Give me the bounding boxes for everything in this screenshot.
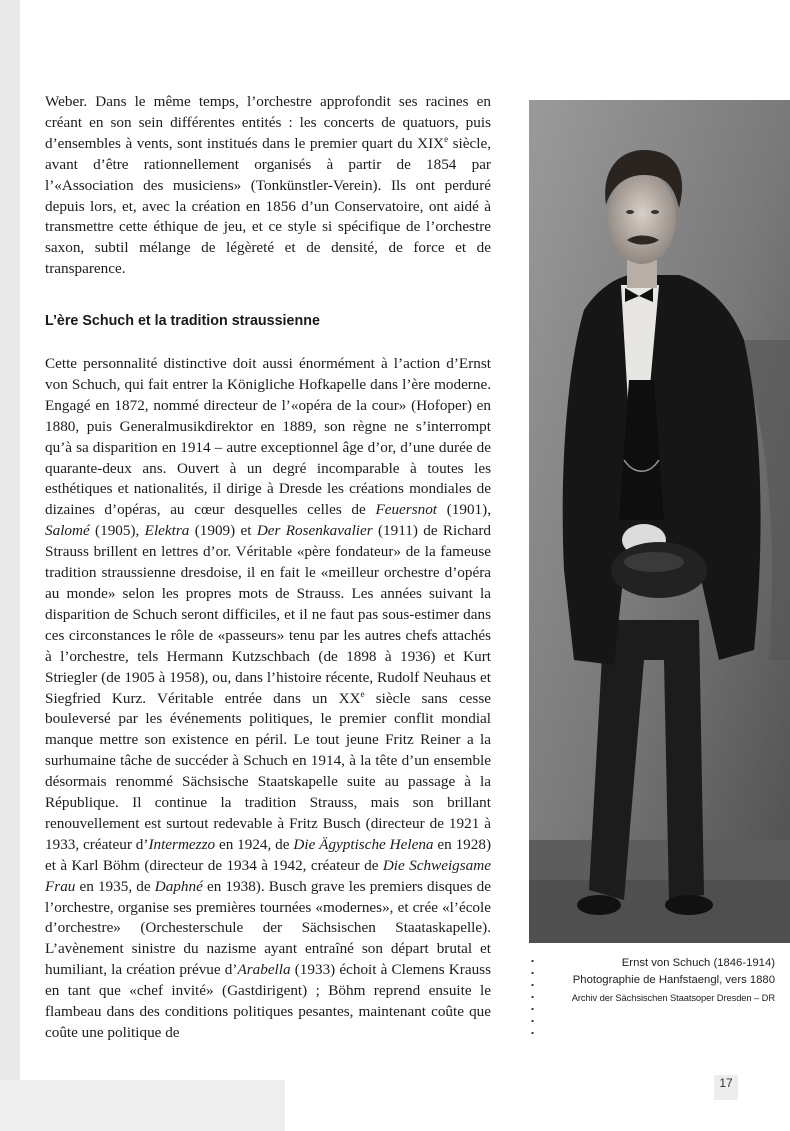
text-run: (1909) et xyxy=(189,522,257,540)
text-run: en 1935, de xyxy=(75,877,155,895)
intro-paragraph xyxy=(45,92,491,280)
page-number: 17 xyxy=(719,1076,733,1090)
photo-caption xyxy=(525,955,775,1006)
text-run: en 1928) et à Karl Böhm (directeur de 1934 à 1942, créateur de xyxy=(45,835,491,874)
text-run: (1933) échoit à Clemens Krauss en tant que «chef invité» (Gastdirigent) ; Böhm reprend ensuite le flambeau dans des conditions politiques pesantes, maintenant coûte que coûte une politique de xyxy=(45,961,491,1041)
italic-title: Feuersnot xyxy=(375,501,438,519)
italic-title: Arabella xyxy=(237,961,291,979)
italic-title: Der Rosenkavalier xyxy=(256,522,373,540)
text-run: (1911) de Richard Strauss brillent en lettres d’or. Véritable «père fondateur» de la fameuse tradition straussienne dresdoise, il en fait le «meilleur orchestre d’opéra au monde» selon les propres mots de Strauss. Les années suivant la disparition de Schuch seront difficiles, et il ne faut pas sous-estimer dans ces circonstances le rôle de «passeurs» tenu par les autres chefs attachés à l’orchestre, tels Hermann Kutzschbach (de 1898 à 1936) et Kurt Striegler (de 1905 à 1958), ou, dans l’histoire récente, Rudolf Neuhaus et Siegfried Kurz. Véritable entrée dans un XX xyxy=(45,522,491,707)
left-margin-band xyxy=(0,0,20,1131)
italic-title: Elektra xyxy=(144,522,190,540)
main-paragraph xyxy=(45,354,491,1044)
intro-paragraph-text xyxy=(45,92,491,280)
text-run: en 1938). Busch grave les premiers disques de l’orchestre, organise ses premières tournées «modernes», et crée «l’école d’orchestre» (Orchesterschule der Sächsischen Staataskapelle). L’avènement sinistre du nazisme ayant entraîné son départ brutal et humiliant, la création prévue d’ xyxy=(45,877,492,979)
text-run: Weber. Dans le même temps, l’orchestre approfondit ses racines en créant en son sein différentes entités : les concerts de quatuors, puis d’ensembles à vents, sont institués dans le premier quart du XIX xyxy=(45,93,491,152)
portrait-illustration xyxy=(529,100,790,943)
text-run: en 1924, de xyxy=(215,835,294,853)
section-heading: L’ère Schuch et la tradition straussienne xyxy=(45,313,320,329)
superscript: e xyxy=(444,133,449,144)
italic-title: Salomé xyxy=(45,522,90,540)
caption-title: Ernst von Schuch (1846-1914) xyxy=(621,957,775,969)
italic-title: Die Ägyptische Helena xyxy=(293,835,434,853)
italic-title: Daphné xyxy=(154,877,203,895)
bottom-footer-band xyxy=(0,1080,285,1131)
superscript: e xyxy=(360,688,365,699)
text-run: (1901), xyxy=(437,501,491,519)
portrait-photo xyxy=(529,100,790,943)
text-run: (1905), xyxy=(89,522,145,540)
main-paragraph-text xyxy=(45,354,491,1044)
italic-title: Die Schweigsame Frau xyxy=(45,856,491,895)
italic-title: Intermezzo xyxy=(148,835,216,853)
text-run: siècle sans cesse bouleversé par les événements politiques, le premier conflit mondial manque mettre son existence en péril. Le tout jeune Fritz Reiner a la surhumaine tâche de succéder à Schuch en 1914, à la tête d’un ensemble désormais renommé Sächsische Staatskapelle suite au passage à la République. Il continue la tradition Strauss, mais son brillant renouvellement est surtout redevable à Fritz Busch (directeur de 1921 à 1933, créateur d’ xyxy=(45,689,491,853)
caption-archive: Archiv der Sächsischen Staatsoper Dresden – DR xyxy=(571,992,775,1003)
text-run: siècle, avant d’être rationnellement organisés à partir de 1854 par l’«Association des musiciens» (Tonkünstler-Verein). Ils ont perduré depuis lors, et, avec la création en 1856 d’un Conservatoire, ont aidé à transmettre cette éthique de jeu, et ce style si spécifique de l’orchestre saxon, subtil mélange de légèreté et de densité, de force et de transparence. xyxy=(45,134,491,278)
text-run: Cette personnalité distinctive doit aussi énormément à l’action d’Ernst von Schuch, qui fait entrer la Königliche Hofkapelle dans l’ère moderne. Engagé en 1872, nommé directeur de l’«opéra de la cour» (Hofoper) en 1880, puis Generalmusikdirektor en 1889, son règne ne s’interrompt qu’à sa disparition en 1914 – autre exceptionnel âge d’or, d’une durée de quarante-deux ans. Ouvert à un degré incomparable à toutes les esthétiques et nationalités, il dirige à Dresde les créations mondiales de dizaines d’opéras, au cœur desquelles celles de xyxy=(45,355,491,519)
caption-credit: Photographie de Hanfstaengl, vers 1880 xyxy=(572,974,775,986)
